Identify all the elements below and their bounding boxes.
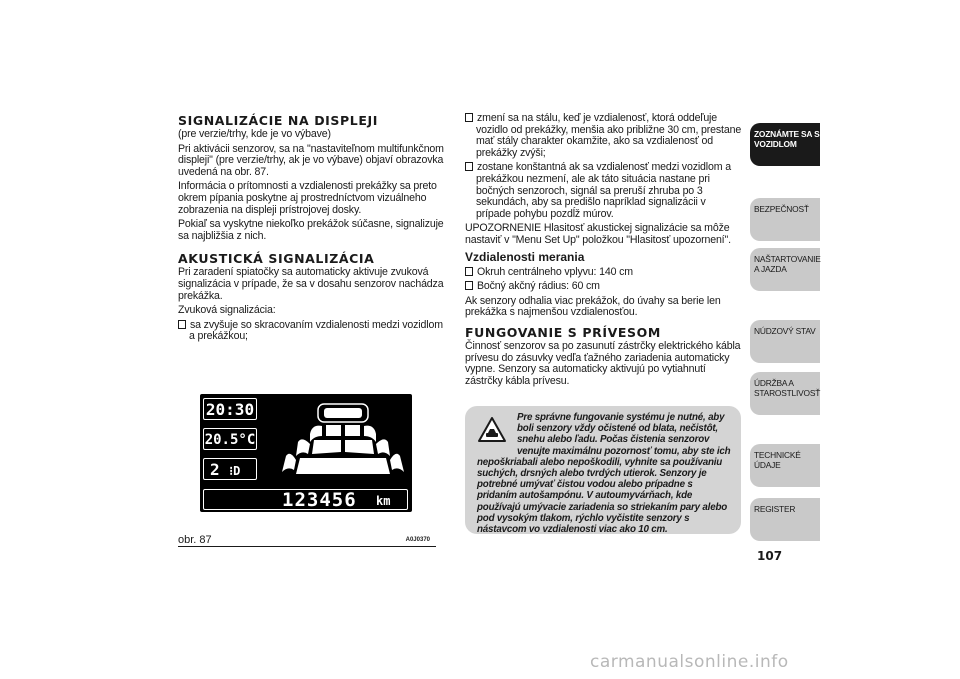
section-title-acoustic-signal: AKUSTICKÁ SIGNALIZÁCIA xyxy=(178,251,375,267)
warning-box xyxy=(465,406,741,534)
bullet-item: Okruh centrálneho vplyvu: 140 cm xyxy=(465,267,743,279)
checkbox-bullet-icon xyxy=(465,267,473,276)
figure-caption: obr. 87 xyxy=(178,534,212,546)
watermark: carmanualsonline.info xyxy=(590,652,789,672)
tab-index[interactable]: REGISTER xyxy=(750,498,820,541)
tab-emergency[interactable]: NÚDZOVÝ STAV xyxy=(750,320,820,363)
paragraph-notice: UPOZORNENIE Hlasitosť akustickej signalizácie sa môže nastaviť v "Menu Set Up" položkou "Hlasitosť upozornení". xyxy=(465,222,731,246)
odometer-unit: km xyxy=(376,494,391,508)
warning-text: Pre správne fungovanie systému je nutné, aby boli senzory vždy očistené od blata, nečistôt, snehu alebo ľadu. Počas čistenia senzorov venujte maximálnu pozornosť tomu, aby ste ich nepoškriabali alebo nepoškodili, vyhnite sa používaniu suchých, drsných alebo tvrdých utierok. Senzory je potrebné umývať čistou vodou alebo prípadne s pridaním autošampónu. V autoumyvárňach, kde používajú umývacie zariadenia so striekaním pary alebo pod vysokým tlakom, rýchlo vyčistite senzory s nástavcom vo vzdialenosti viac ako 10 cm. xyxy=(477,412,731,536)
temperature-readout: 20.5°C xyxy=(203,428,257,450)
paragraph: Pri zaradení spiatočky sa automaticky aktivuje zvuková signalizácia v prípade, že sa v dosahu senzorov nachádza prekážka. xyxy=(178,266,444,302)
subsection-title-distances: Vzdialenosti merania xyxy=(465,249,585,264)
sensor-zone-inner-right xyxy=(364,426,376,442)
tab-safety[interactable]: BEZPEČNOSŤ xyxy=(750,198,820,241)
sensor-zone-inner-center-right xyxy=(345,425,360,436)
section-title-display-signals: SIGNALIZÁCIE NA DISPLEJI xyxy=(178,113,379,128)
gear-number: 2 xyxy=(210,460,220,479)
sensor-zone-middle-left xyxy=(296,439,310,456)
sensor-zone-middle-center-left xyxy=(312,440,341,454)
left-column xyxy=(178,113,450,346)
section-subtitle: (pre verzie/trhy, kde je vo výbave) xyxy=(178,128,331,140)
tab-maintenance[interactable]: ÚDRŽBA A STAROSTLIVOSŤ xyxy=(750,372,820,415)
right-column xyxy=(465,113,743,390)
tab-technical-data[interactable]: TECHNICKÉ ÚDAJE xyxy=(750,444,820,487)
headlight-icon: ⁝D xyxy=(229,464,241,478)
figure-87 xyxy=(178,386,436,547)
sensor-zone-middle-center-right xyxy=(345,440,374,454)
tab-starting-driving[interactable]: NAŠTARTOVANIE A JAZDA xyxy=(750,248,820,291)
odometer-value: 123456 xyxy=(282,489,357,511)
sensor-zone-inner-left xyxy=(310,426,322,442)
paragraph: Ak senzory odhalia viac prekážok, do úvahy sa berie len prekážka s najmenšou vzdialenosťou. xyxy=(465,294,721,319)
paragraph: Informácia o prítomnosti a vzdialenosti prekážky sa preto okrem pípania poskytne aj prostredníctvom vizuálneho zobrazenia na displeji prístrojovej dosky. xyxy=(178,180,437,216)
paragraph: Zvuková signalizácia: xyxy=(178,304,276,317)
sensor-zone-outer-right xyxy=(390,454,404,472)
sensor-zone-outer-left xyxy=(282,454,296,472)
bullet-item: zostane konštantná ak sa vzdialenosť medzi vozidlom a prekážkou nezmení, ale ak táto situácia nastane pri bočných senzoroch, signál sa preruší zhruba po 3 sekundách, aby sa predišlo napríklad signalizácii v prípade pohybu pozdĺž múrov. xyxy=(465,162,743,220)
sensor-zone-inner-center-left xyxy=(326,425,341,436)
paragraph: Činnosť senzorov sa po zasunutí zástrčky elektrického kábla prívesu do zásuvky vedľa ťažného zariadenia automaticky vypne. Senzory sa automaticky aktivujú po vytiahnutí zástrčky kábla prívesu. xyxy=(465,339,741,387)
bullet-item: zmení sa na stálu, keď je vzdialenosť, ktorá oddeľuje vozidlo od prekážky, menšia ako približne 30 cm, prestane mať stály charakter okamžite, ako sa vzdialenosť od prekážky zvýši; xyxy=(465,113,743,159)
warning-text-container xyxy=(477,412,732,535)
time-readout: 20:30 xyxy=(203,398,257,420)
parking-sensor-graphic xyxy=(200,394,412,489)
paragraph: Pri aktivácii senzorov, sa na "nastaviteľnom multifunkčnom displeji" (pre verzie/trhy, ak je vo výbave) objaví obrazovka uvedená na obr. 87. xyxy=(178,142,444,178)
odometer-readout xyxy=(203,489,408,510)
checkbox-bullet-icon xyxy=(178,320,186,329)
warning-triangle-icon xyxy=(477,416,507,444)
section-title-trailer: FUNGOVANIE S PRÍVESOM xyxy=(465,324,661,340)
figure-code: A0J0370 xyxy=(405,537,430,543)
bullet-item: sa zvyšuje so skracovaním vzdialenosti medzi vozidlom a prekážkou; xyxy=(178,320,450,343)
bullet-item: Bočný akčný rádius: 60 cm xyxy=(465,281,743,293)
sensor-zone-outer-center xyxy=(296,458,390,474)
page-number: 107 xyxy=(757,549,783,563)
paragraph: Pokiaľ sa vyskytne niekoľko prekážok súčasne, signalizuje sa najbližšia z nich. xyxy=(178,218,444,242)
sensor-zone-middle-right xyxy=(376,439,390,456)
tab-get-to-know-vehicle[interactable]: ZOZNÁMTE SA S VOZIDLOM xyxy=(750,123,820,166)
instrument-display xyxy=(200,394,412,512)
checkbox-bullet-icon xyxy=(465,162,473,171)
warning-icon-area xyxy=(477,412,517,446)
checkbox-bullet-icon xyxy=(465,281,473,290)
checkbox-bullet-icon xyxy=(465,113,473,122)
